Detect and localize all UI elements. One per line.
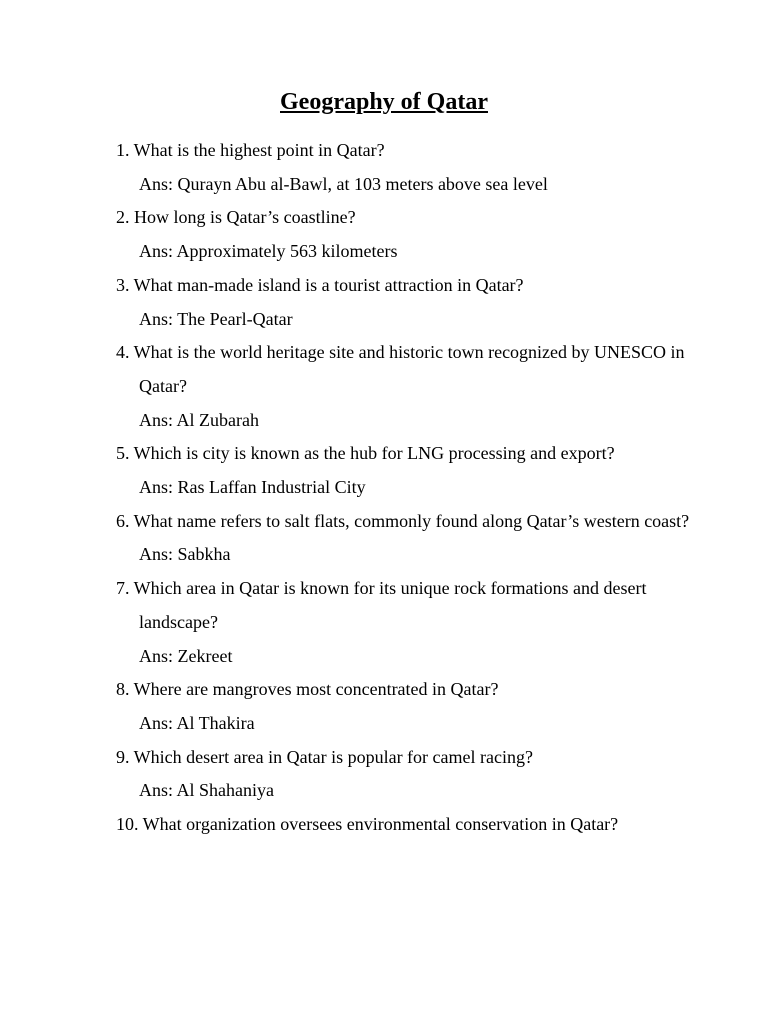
question-text: 4. What is the world heritage site and historic town recognized by UNESCO in Qatar? bbox=[116, 342, 685, 396]
qa-item-10 bbox=[116, 808, 696, 842]
qa-item-3 bbox=[116, 269, 696, 336]
answer-text: Ans: The Pearl-Qatar bbox=[139, 308, 293, 329]
question-text: 5. Which is city is known as the hub for LNG processing and export? bbox=[116, 443, 615, 464]
answer-text: Ans: Zekreet bbox=[139, 645, 233, 666]
qa-item-1 bbox=[116, 134, 696, 201]
qa-item-4 bbox=[116, 336, 696, 437]
question-text: 10. What organization oversees environmental conservation in Qatar? bbox=[116, 814, 619, 835]
answer-text: Ans: Qurayn Abu al-Bawl, at 103 meters above sea level bbox=[139, 173, 548, 194]
qa-item-5 bbox=[116, 437, 696, 504]
qa-item-8 bbox=[116, 673, 696, 740]
answer-text: Ans: Sabkha bbox=[139, 544, 231, 565]
question-text: 6. What name refers to salt flats, commonly found along Qatar’s western coast? bbox=[116, 510, 690, 531]
question-text: 9. Which desert area in Qatar is popular for camel racing? bbox=[116, 746, 533, 767]
answer-text: Ans: Al Zubarah bbox=[139, 409, 259, 430]
question-text: 3. What man-made island is a tourist attraction in Qatar? bbox=[116, 274, 524, 295]
question-text: 8. Where are mangroves most concentrated in Qatar? bbox=[116, 679, 499, 700]
question-text: 2. How long is Qatar’s coastline? bbox=[116, 207, 356, 228]
answer-text: Ans: Al Thakira bbox=[139, 712, 255, 733]
qa-item-2 bbox=[116, 201, 696, 268]
qa-item-9 bbox=[116, 741, 696, 808]
question-list bbox=[116, 134, 696, 842]
document-title: Geography of Qatar bbox=[280, 89, 488, 115]
qa-item-7 bbox=[116, 572, 696, 673]
answer-text: Ans: Ras Laffan Industrial City bbox=[139, 477, 366, 498]
qa-item-6 bbox=[116, 505, 696, 572]
question-text: 7. Which area in Qatar is known for its unique rock formations and desert landscape? bbox=[116, 578, 647, 632]
answer-text: Ans: Al Shahaniya bbox=[139, 780, 274, 801]
question-text: 1. What is the highest point in Qatar? bbox=[116, 140, 385, 160]
answer-text: Ans: Approximately 563 kilometers bbox=[139, 241, 398, 262]
